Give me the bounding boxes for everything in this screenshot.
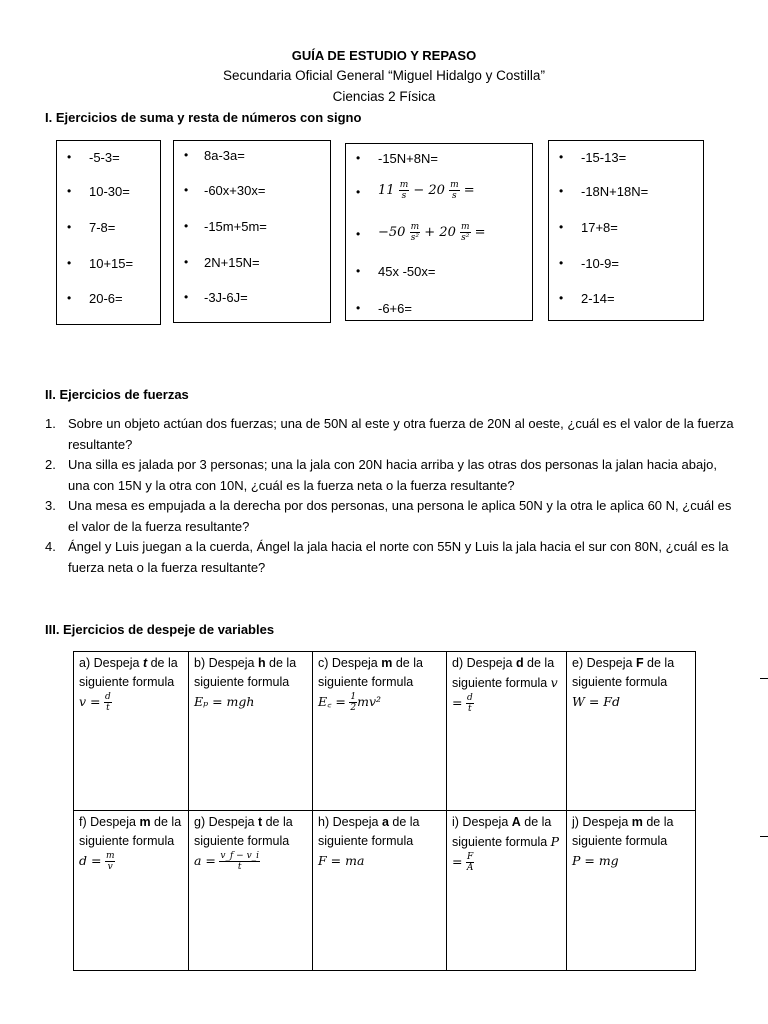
table-cell: h) Despeja a de la siguiente formula F = ma [313, 811, 447, 971]
list-item: -15m+5m= [204, 219, 267, 234]
exercise-box-2: • 8a-3a= • -60x+30x= • -15m+5m= • 2N+15N= • -3J-6J= [173, 140, 331, 323]
list-item: 4. Ángel y Luis juegan a la cuerda, Ángel la jala hacia el norte con 55N y Luis la jala hacia el sur con 80N, ¿cuál es la fuerza neta o la fuerza resultante? [45, 539, 729, 575]
page-title: GUÍA DE ESTUDIO Y REPASO [291, 48, 477, 63]
list-item: -60x+30x= [204, 183, 266, 198]
list-item: -3J-6J= [204, 290, 248, 305]
exercise-box-1: • -5-3= • 10-30= • 7-8= • 10+15= • 20-6= [56, 140, 161, 325]
list-item: 17+8= [581, 220, 618, 235]
list-item: 2-14= [581, 291, 615, 306]
list-item: −50 $\frac{m}{\text{s²}}$ + 20 $\frac{m}{\text{s²}}$ = [378, 222, 486, 243]
list-item: -6+6= [378, 301, 412, 316]
list-item: -15-13= [581, 150, 627, 165]
list-item: -5-3= [89, 150, 120, 165]
list-item: 7-8= [89, 220, 116, 235]
list-item: 2. Una silla es jalada por 3 personas; una la jala con 20N hacia arriba y las otras dos personas la jalan hacia abajo, una con 15N y la otra con 10N, ¿cuál es la fuerza neta o la fuerza resultante? [45, 457, 717, 493]
list-item: 1. Sobre un objeto actúan dos fuerzas; una de 50N al este y otra fuerza de 20N al oeste, ¿cuál es el valor de la fuerza resultante? [45, 416, 734, 452]
list-item: -15N+8N= [378, 151, 438, 166]
list-item: 45x -50x= [378, 264, 436, 279]
exercise-box-4: • -15-13= • -18N+18N= • 17+8= • -10-9= • 2-14= [548, 140, 704, 321]
list-item: 3. Una mesa es empujada a la derecha por dos personas, una persona le aplica 50N y la otra le aplica 60 N, ¿cuál es el valor de la fuerza resultante? [45, 498, 732, 534]
section2-heading: II. Ejercicios de fuerzas [45, 387, 189, 402]
edge-mark [760, 678, 768, 679]
variables-table [73, 651, 696, 971]
table-cell: g) Despeja t de la siguiente formula a = $\frac{v\_f - v\_i}{t}$ [189, 811, 313, 971]
list-item: 10-30= [89, 184, 130, 199]
edge-mark [760, 836, 768, 837]
subject-name: Ciencias 2 Física [332, 89, 436, 104]
list-item: 10+15= [89, 256, 134, 271]
list-item: 2N+15N= [204, 255, 260, 270]
list-item: 20-6= [89, 291, 123, 306]
list-item: 11 $\frac{m}{s}$ − 20 $\frac{m}{s}$ = [378, 180, 475, 201]
school-name: Secundaria Oficial General “Miguel Hidalgo y Costilla” [223, 68, 545, 83]
table-cell: a) Despeja t de la siguiente formula v = $\frac{d}{t}$ [74, 652, 189, 811]
table-cell: c) Despeja m de la siguiente formula E꜀ = $\frac{1}{2}$ mv² [313, 652, 447, 811]
list-item: -18N+18N= [581, 184, 649, 199]
table-cell: e) Despeja F de la siguiente formula W = Fd [567, 652, 696, 811]
exercise-box-3: • -15N+8N= • 11 $\frac{m}{s}$ − 20 $\frac{m}{s}$ = • −50 $\frac{m}{\text{s²}}$ + 20 $\frac{m}{\text{s²}}$ = • 45x -50x= • -6+6= [345, 143, 533, 321]
table-cell: b) Despeja h de la siguiente formula Eₚ = mgh [189, 652, 313, 811]
section3-heading: III. Ejercicios de despeje de variables [45, 622, 275, 637]
table-cell: j) Despeja m de la siguiente formula P = mg [567, 811, 696, 971]
force-exercises-list [45, 414, 735, 578]
list-item: -10-9= [581, 256, 619, 271]
list-item: 8a-3a= [204, 148, 245, 163]
table-cell: d) Despeja d de la siguiente formula v = $\frac{d}{t}$ [447, 652, 567, 811]
table-cell: f) Despeja m de la siguiente formula d = $\frac{m}{v}$ [74, 811, 189, 971]
section1-heading: I. Ejercicios de suma y resta de números con signo [45, 110, 362, 125]
table-cell: i) Despeja A de la siguiente formula P = $\frac{F}{A}$ [447, 811, 567, 971]
